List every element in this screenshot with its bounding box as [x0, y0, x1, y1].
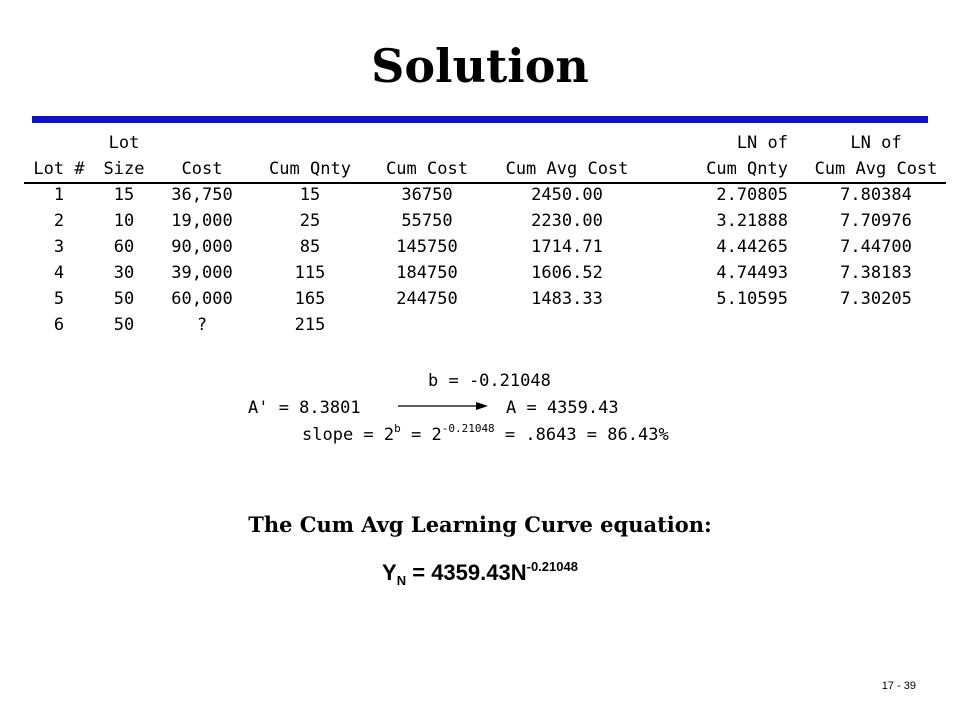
equation-title: The Cum Avg Learning Curve equation: — [248, 512, 712, 537]
learning-curve-table — [0, 130, 960, 338]
cell-lot-size: 50 — [113, 315, 135, 335]
header-ln-cum-qnty: Cum Qnty — [706, 159, 788, 179]
slope-exponent-value: -0.21048 — [441, 422, 495, 435]
header-top-ln-cum-qnty: LN of — [736, 133, 788, 153]
cell-ln-cum-avg: 7.80384 — [840, 185, 912, 205]
header-cum-avg-cost: Cum Avg Cost — [505, 159, 629, 179]
table-row — [0, 312, 960, 338]
slope-mid: = 2 — [400, 425, 442, 445]
cell-ln-cum-avg: 7.30205 — [840, 289, 912, 309]
header-top-lot-size: Lot — [108, 133, 140, 153]
cell-cost: ? — [196, 315, 208, 335]
table-header-row — [0, 156, 960, 182]
title-divider — [32, 116, 928, 123]
cell-cum-qnty: 85 — [299, 237, 321, 257]
header-lot-number: Lot # — [33, 159, 85, 179]
cell-cum-avg-cost: 2230.00 — [531, 211, 603, 231]
equation-exponent: -0.21048 — [526, 559, 578, 574]
equation-lhs: Y — [382, 560, 397, 585]
page-number: 17 - 39 — [881, 680, 916, 692]
cell-cost: 36,750 — [171, 185, 233, 205]
slope-result: = .8643 = 86.43% — [494, 425, 669, 445]
equation-lhs-subscript: N — [396, 573, 407, 588]
header-cum-cost: Cum Cost — [386, 159, 468, 179]
cell-cum-avg-cost: 1606.52 — [531, 263, 603, 283]
cell-lot-size: 30 — [113, 263, 135, 283]
cell-cum-qnty: 25 — [299, 211, 321, 231]
cell-lot-size: 15 — [113, 185, 135, 205]
cell-lot-number: 4 — [53, 263, 65, 283]
table-row — [0, 208, 960, 234]
cell-lot-number: 2 — [53, 211, 65, 231]
cell-cost: 60,000 — [171, 289, 233, 309]
cell-ln-cum-qnty: 5.10595 — [716, 289, 788, 309]
cell-cum-qnty: 115 — [294, 263, 326, 283]
cell-cum-cost: 36750 — [401, 185, 453, 205]
cell-cum-qnty: 15 — [299, 185, 321, 205]
table-row — [0, 182, 960, 208]
cell-cum-qnty: 215 — [294, 315, 326, 335]
header-top-ln-cum-avg: LN of — [850, 133, 902, 153]
cell-cost: 19,000 — [171, 211, 233, 231]
cell-ln-cum-avg: 7.38183 — [840, 263, 912, 283]
learning-curve-equation — [0, 560, 960, 586]
a-value: A = 4359.43 — [506, 398, 619, 418]
cell-lot-size: 60 — [113, 237, 135, 257]
cell-cum-cost: 244750 — [396, 289, 458, 309]
cell-lot-size: 10 — [113, 211, 135, 231]
a-prime-value: A' = 8.3801 — [248, 398, 361, 418]
header-cost: Cost — [181, 159, 223, 179]
cell-cum-cost: 55750 — [401, 211, 453, 231]
cell-lot-number: 5 — [53, 289, 65, 309]
equation-rhs: = 4359.43N — [406, 560, 527, 585]
cell-ln-cum-avg: 7.44700 — [840, 237, 912, 257]
cell-ln-cum-qnty: 3.21888 — [716, 211, 788, 231]
table-header-underline — [24, 182, 946, 184]
table-row — [0, 234, 960, 260]
slope-exponent-b: b — [394, 422, 401, 435]
cell-cum-cost: 145750 — [396, 237, 458, 257]
cell-lot-number: 6 — [53, 315, 65, 335]
cell-lot-number: 1 — [53, 185, 65, 205]
cell-cum-avg-cost: 1483.33 — [531, 289, 603, 309]
cell-lot-number: 3 — [53, 237, 65, 257]
cell-ln-cum-qnty: 4.44265 — [716, 237, 788, 257]
cell-cost: 39,000 — [171, 263, 233, 283]
cell-ln-cum-avg: 7.70976 — [840, 211, 912, 231]
cell-cum-qnty: 165 — [294, 289, 326, 309]
cell-ln-cum-qnty: 2.70805 — [716, 185, 788, 205]
table-row — [0, 260, 960, 286]
cell-cost: 90,000 — [171, 237, 233, 257]
cell-cum-avg-cost: 2450.00 — [531, 185, 603, 205]
slope-prefix: slope = 2 — [302, 425, 395, 445]
cell-cum-cost: 184750 — [396, 263, 458, 283]
cell-lot-size: 50 — [113, 289, 135, 309]
cell-cum-avg-cost: 1714.71 — [531, 237, 603, 257]
table-row — [0, 286, 960, 312]
cell-ln-cum-qnty: 4.74493 — [716, 263, 788, 283]
right-arrow-icon — [398, 400, 488, 412]
slope-calculation — [302, 424, 669, 446]
b-value: b = -0.21048 — [428, 371, 551, 391]
header-cum-qnty: Cum Qnty — [269, 159, 351, 179]
table-header-row-top — [0, 130, 960, 156]
header-lot-size: Size — [103, 159, 145, 179]
page-title: Solution — [371, 39, 589, 93]
header-ln-cum-avg: Cum Avg Cost — [814, 159, 938, 179]
